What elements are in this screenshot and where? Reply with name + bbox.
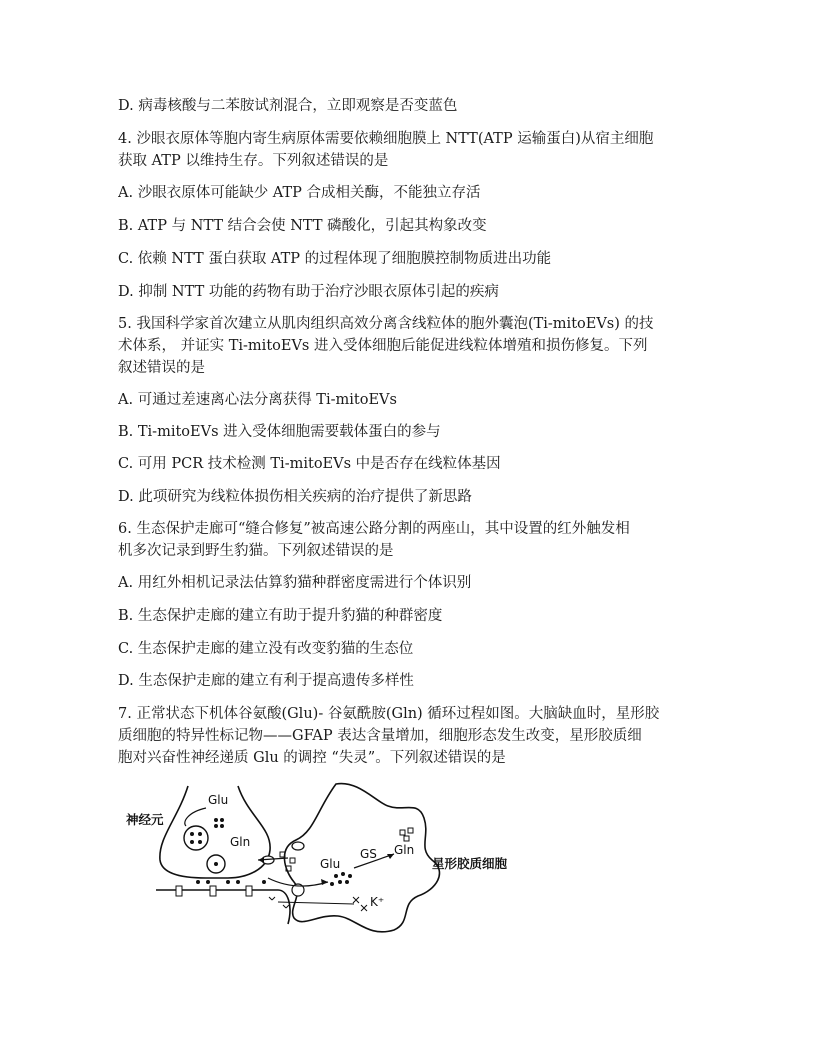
q4-option-c: C. 依赖 NTT 蛋白获取 ATP 的过程体现了细胞膜控制物质进出功能 bbox=[118, 251, 552, 267]
q5-stem-line1: 5. 我国科学家首次建立从肌肉组织高效分离含线粒体的胞外囊泡(Ti-mitoEVs) 的技 bbox=[118, 316, 654, 332]
q3-option-d: D. 病毒核酸与二苯胺试剂混合，立即观察是否变蓝色 bbox=[118, 98, 458, 114]
q5-option-d: D. 此项研究为线粒体损伤相关疾病的治疗提供了新思路 bbox=[118, 489, 472, 505]
q4-option-d: D. 抑制 NTT 功能的药物有助于治疗沙眼衣原体引起的疾病 bbox=[118, 284, 499, 300]
receptor bbox=[246, 886, 252, 896]
q6-option-b: B. 生态保护走廊的建立有助于提升豹猫的种群密度 bbox=[118, 608, 443, 624]
vesicle bbox=[184, 826, 208, 850]
q6-option-c: C. 生态保护走廊的建立没有改变豹猫的生态位 bbox=[118, 641, 414, 657]
neuron-label: 神经元 bbox=[126, 812, 164, 827]
q6-option-d: D. 生态保护走廊的建立有利于提高遗传多样性 bbox=[118, 673, 414, 689]
q7-stem-line1: 7. 正常状态下机体谷氨酸(Glu)- 谷氨酰胺(Gln) 循环过程如图。大脑缺血时，星形胶 bbox=[118, 706, 660, 722]
q5-option-a: A. 可通过差速离心法分离获得 Ti-mitoEVs bbox=[118, 392, 397, 408]
q5-option-b: B. Ti-mitoEVs 进入受体细胞需要载体蛋白的参与 bbox=[118, 424, 441, 440]
receptor bbox=[176, 886, 182, 896]
figure-svg bbox=[118, 778, 528, 938]
q7-stem-line3: 胞对兴奋性神经递质 Glu 的调控 “失灵”。下列叙述错误的是 bbox=[118, 750, 506, 766]
q6-stem-line2: 机多次记录到野生豹猫。下列叙述错误的是 bbox=[118, 543, 394, 559]
gs-label: GS bbox=[360, 847, 377, 861]
receptor bbox=[210, 886, 216, 896]
arrow bbox=[185, 808, 206, 826]
q5-option-c: C. 可用 PCR 技术检测 Ti-mitoEVs 中是否存在线粒体基因 bbox=[118, 456, 501, 472]
q4-option-a: A. 沙眼衣原体可能缺少 ATP 合成相关酶，不能独立存活 bbox=[118, 185, 481, 201]
astrocyte-label: 星形胶质细胞 bbox=[432, 856, 508, 871]
q4-stem-line2: 获取 ATP 以维持生存。下列叙述错误的是 bbox=[118, 153, 389, 169]
q5-stem-line2: 术体系， 并证实 Ti-mitoEVs 进入受体细胞后能促进线粒体增殖和损伤修复。下列 bbox=[118, 338, 648, 354]
gln-transporter-astro bbox=[292, 842, 304, 850]
glu-astro-label: Glu bbox=[320, 857, 341, 871]
glu-gln-cycle-figure bbox=[118, 778, 528, 938]
q4-stem-line1: 4. 沙眼衣原体等胞内寄生病原体需要依赖细胞膜上 NTT(ATP 运输蛋白)从宿主细胞 bbox=[118, 131, 654, 147]
q6-option-a: A. 用红外相机记录法估算豹猫种群密度需进行个体识别 bbox=[118, 575, 472, 591]
q7-stem-line2: 质细胞的特异性标记物——GFAP 表达含量增加，细胞形态发生改变，星形胶质细 bbox=[118, 728, 642, 744]
glu-top-label: Glu bbox=[208, 793, 229, 807]
q6-stem-line1: 6. 生态保护走廊可“缝合修复”被高速公路分割的两座山，其中设置的红外触发相 bbox=[118, 521, 630, 537]
k-ion-label: K⁺ bbox=[370, 895, 385, 909]
q5-stem-line3: 叙述错误的是 bbox=[118, 360, 205, 376]
gln-neuron-label: Gln bbox=[230, 835, 251, 849]
q4-option-b: B. ATP 与 NTT 结合会使 NTT 磷酸化，引起其构象改变 bbox=[118, 218, 487, 234]
gln-astro-label: Gln bbox=[394, 843, 415, 857]
